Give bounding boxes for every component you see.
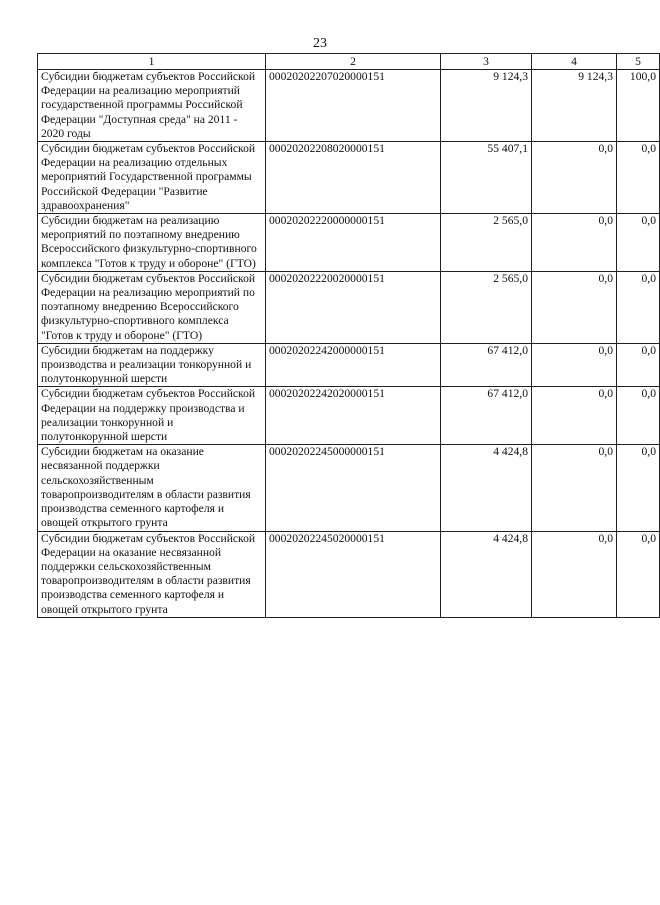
row-code: 00020202242020000151	[266, 387, 441, 445]
table-row	[38, 531, 660, 617]
row-executed: 0,0	[532, 271, 617, 343]
budget-table	[37, 53, 660, 618]
row-executed: 0,0	[532, 214, 617, 272]
row-description: Субсидии бюджетам субъектов Российской Федерации на реализацию отдельных мероприятий Государственной программы Российской Федерации "Развитие здравоохранения"	[38, 142, 266, 214]
row-percent: 0,0	[617, 142, 660, 214]
table-row	[38, 214, 660, 272]
page-number: 23	[313, 36, 327, 51]
row-executed: 0,0	[532, 531, 617, 617]
row-percent: 0,0	[617, 445, 660, 531]
row-description: Субсидии бюджетам на реализацию мероприятий по поэтапному внедрению Всероссийского физкультурно-спортивного комплекса "Готов к труду и обороне" (ГТО)	[38, 214, 266, 272]
header-col-2: 2	[266, 54, 441, 70]
row-percent: 0,0	[617, 531, 660, 617]
row-percent: 0,0	[617, 387, 660, 445]
header-col-3: 3	[441, 54, 532, 70]
row-code: 00020202242000000151	[266, 343, 441, 387]
table-row	[38, 271, 660, 343]
row-code: 00020202245020000151	[266, 531, 441, 617]
row-code: 00020202220020000151	[266, 271, 441, 343]
row-percent: 0,0	[617, 271, 660, 343]
row-code: 00020202208020000151	[266, 142, 441, 214]
row-planned: 67 412,0	[441, 387, 532, 445]
row-description: Субсидии бюджетам субъектов Российской Федерации на оказание несвязанной поддержки сельскохозяйственным товаропроизводителям в области развития производства семенного картофеля и овощей открытого грунта	[38, 531, 266, 617]
row-code: 00020202207020000151	[266, 70, 441, 142]
row-executed: 0,0	[532, 142, 617, 214]
table-header	[38, 54, 660, 70]
row-percent: 0,0	[617, 214, 660, 272]
row-description: Субсидии бюджетам субъектов Российской Федерации на реализацию мероприятий по поэтапному внедрению Всероссийского физкультурно-спортивного комплекса "Готов к труду и обороне" (ГТО)	[38, 271, 266, 343]
row-executed: 9 124,3	[532, 70, 617, 142]
row-planned: 67 412,0	[441, 343, 532, 387]
header-row	[38, 54, 660, 70]
row-planned: 4 424,8	[441, 531, 532, 617]
header-col-1: 1	[38, 54, 266, 70]
header-col-4: 4	[532, 54, 617, 70]
row-description: Субсидии бюджетам на поддержку производства и реализации тонкорунной и полутонкорунной шерсти	[38, 343, 266, 387]
table-row	[38, 142, 660, 214]
header-col-5: 5	[617, 54, 660, 70]
row-planned: 9 124,3	[441, 70, 532, 142]
row-planned: 2 565,0	[441, 271, 532, 343]
table-body	[38, 70, 660, 618]
row-planned: 55 407,1	[441, 142, 532, 214]
row-code: 00020202220000000151	[266, 214, 441, 272]
table-row	[38, 445, 660, 531]
row-description: Субсидии бюджетам субъектов Российской Федерации на поддержку производства и реализации тонкорунной и полутонкорунной шерсти	[38, 387, 266, 445]
table-row	[38, 387, 660, 445]
row-description: Субсидии бюджетам субъектов Российской Федерации на реализацию мероприятий государственной программы Российской Федерации "Доступная среда" на 2011 - 2020 годы	[38, 70, 266, 142]
row-percent: 100,0	[617, 70, 660, 142]
row-executed: 0,0	[532, 387, 617, 445]
row-percent: 0,0	[617, 343, 660, 387]
table-row	[38, 343, 660, 387]
row-planned: 4 424,8	[441, 445, 532, 531]
row-executed: 0,0	[532, 445, 617, 531]
table-row	[38, 70, 660, 142]
row-code: 00020202245000000151	[266, 445, 441, 531]
row-description: Субсидии бюджетам на оказание несвязанной поддержки сельскохозяйственным товаропроизводителям в области развития производства семенного картофеля и овощей открытого грунта	[38, 445, 266, 531]
row-planned: 2 565,0	[441, 214, 532, 272]
row-executed: 0,0	[532, 343, 617, 387]
